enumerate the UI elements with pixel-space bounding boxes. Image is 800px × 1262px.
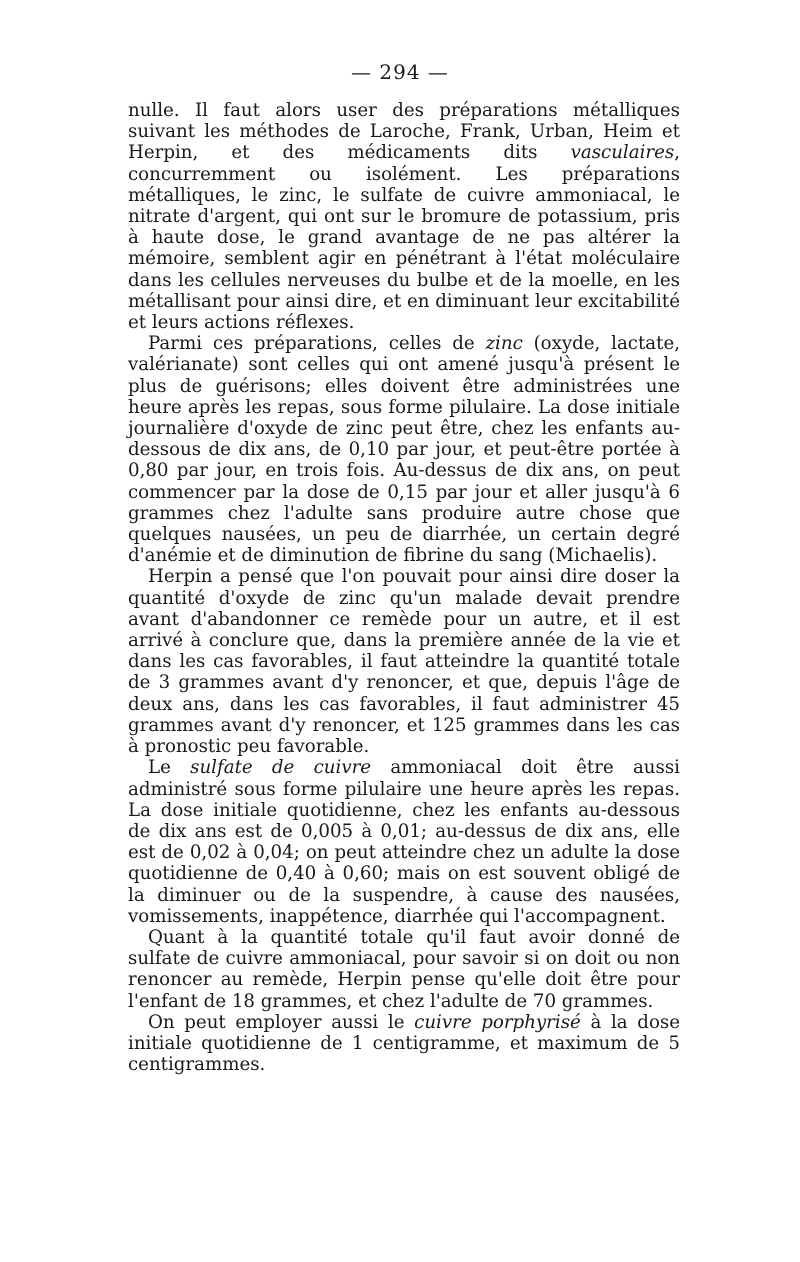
paragraph (128, 333, 680, 566)
paragraph-text: Parmi ces préparations, celles de (148, 333, 486, 355)
paragraph-text: nulle. Il faut alors user des préparations métalliques suivant les méthodes de Laroche, Frank, Urban, Heim et Herpin, et des médicaments dits (128, 100, 680, 164)
paragraph (128, 100, 680, 333)
italic-term: sulfate de cuivre (190, 757, 372, 779)
paragraph-text: Herpin a pensé que l'on pouvait pour ainsi dire doser la quantité d'oxyde de zinc qu'un malade devait prendre avant d'abandonner ce remède pour un autre, et il est arrivé à conclure que, dans la première année de la vie et dans les cas favorables, il faut atteindre la quantité totale de 3 grammes avant d'y renoncer, et que, depuis l'âge de deux ans, dans les cas favorables, il faut administrer 45 grammes avant d'y renoncer, et 125 grammes dans les cas à pronostic peu favorable. (128, 566, 680, 758)
paragraph (128, 757, 680, 927)
paragraph-text: On peut employer aussi le (148, 1011, 415, 1033)
italic-term: vasculaires (570, 142, 675, 164)
paragraph-text: ammoniacal doit être aussi administré sous forme pilulaire une heure après les repas. La dose initiale quotidienne, chez les enfants au-dessous de dix ans est de 0,005 à 0,01; au-dessus de dix ans, elle est de 0,02 à 0,04; on peut atteindre chez un adulte la dose quotidienne de 0,40 à 0,60; mais on est souvent obligé de la diminuer ou de la suspendre, à cause des nausées, vomissements, inappétence, diarrhée qui l'accompagnent. (128, 757, 680, 927)
paragraph-text: (oxyde, lactate, valérianate) sont celles qui ont amené jusqu'à présent le plus de guérisons; elles doivent être administrées une heure après les repas, sous forme pilulaire. La dose initiale journalière d'oxyde de zinc peut être, chez les enfants au-dessous de dix ans, de 0,10 par jour, et peut-être portée à 0,80 par jour, en trois fois. Au-dessus de dix ans, on peut commencer par la dose de 0,15 par jour et aller jusqu'à 6 grammes chez l'adulte sans produire autre chose que quelques nausées, un peu de diarrhée, un certain degré d'anémie et de diminution de fibrine du sang (Michaelis). (128, 333, 680, 567)
italic-term: cuivre porphyrisé (414, 1011, 581, 1033)
page-number: — 294 — (351, 60, 449, 84)
paragraph (128, 566, 680, 757)
paragraph (128, 1012, 680, 1076)
paragraph (128, 927, 680, 1012)
paragraph-text: à la dose initiale quotidienne de 1 centigramme, et maximum de 5 centigrammes. (128, 1011, 680, 1076)
body-text (128, 100, 680, 1075)
italic-term: zinc (485, 333, 523, 355)
paragraph-text: Quant à la quantité totale qu'il faut avoir donné de sulfate de cuivre ammoniacal, pour savoir si on doit ou non renoncer au remède, Herpin pense qu'elle doit être pour l'enfant de 18 grammes, et chez l'adulte de 70 grammes. (128, 926, 680, 1012)
paragraph-text: Le (148, 757, 191, 779)
paragraph-text: , concurremment ou isolément. Les préparations métalliques, le zinc, le sulfate de cuivre ammoniacal, le nitrate d'argent, qui ont sur le bromure de potassium, pris à haute dose, le grand avantage de ne pas altérer la mémoire, semblent agir en pénétrant à l'état moléculaire dans les cellules nerveuses du bulbe et de la moelle, en les métallisant pour ainsi dire, et en diminuant leur excitabilité et leurs actions réflexes. (128, 142, 680, 334)
